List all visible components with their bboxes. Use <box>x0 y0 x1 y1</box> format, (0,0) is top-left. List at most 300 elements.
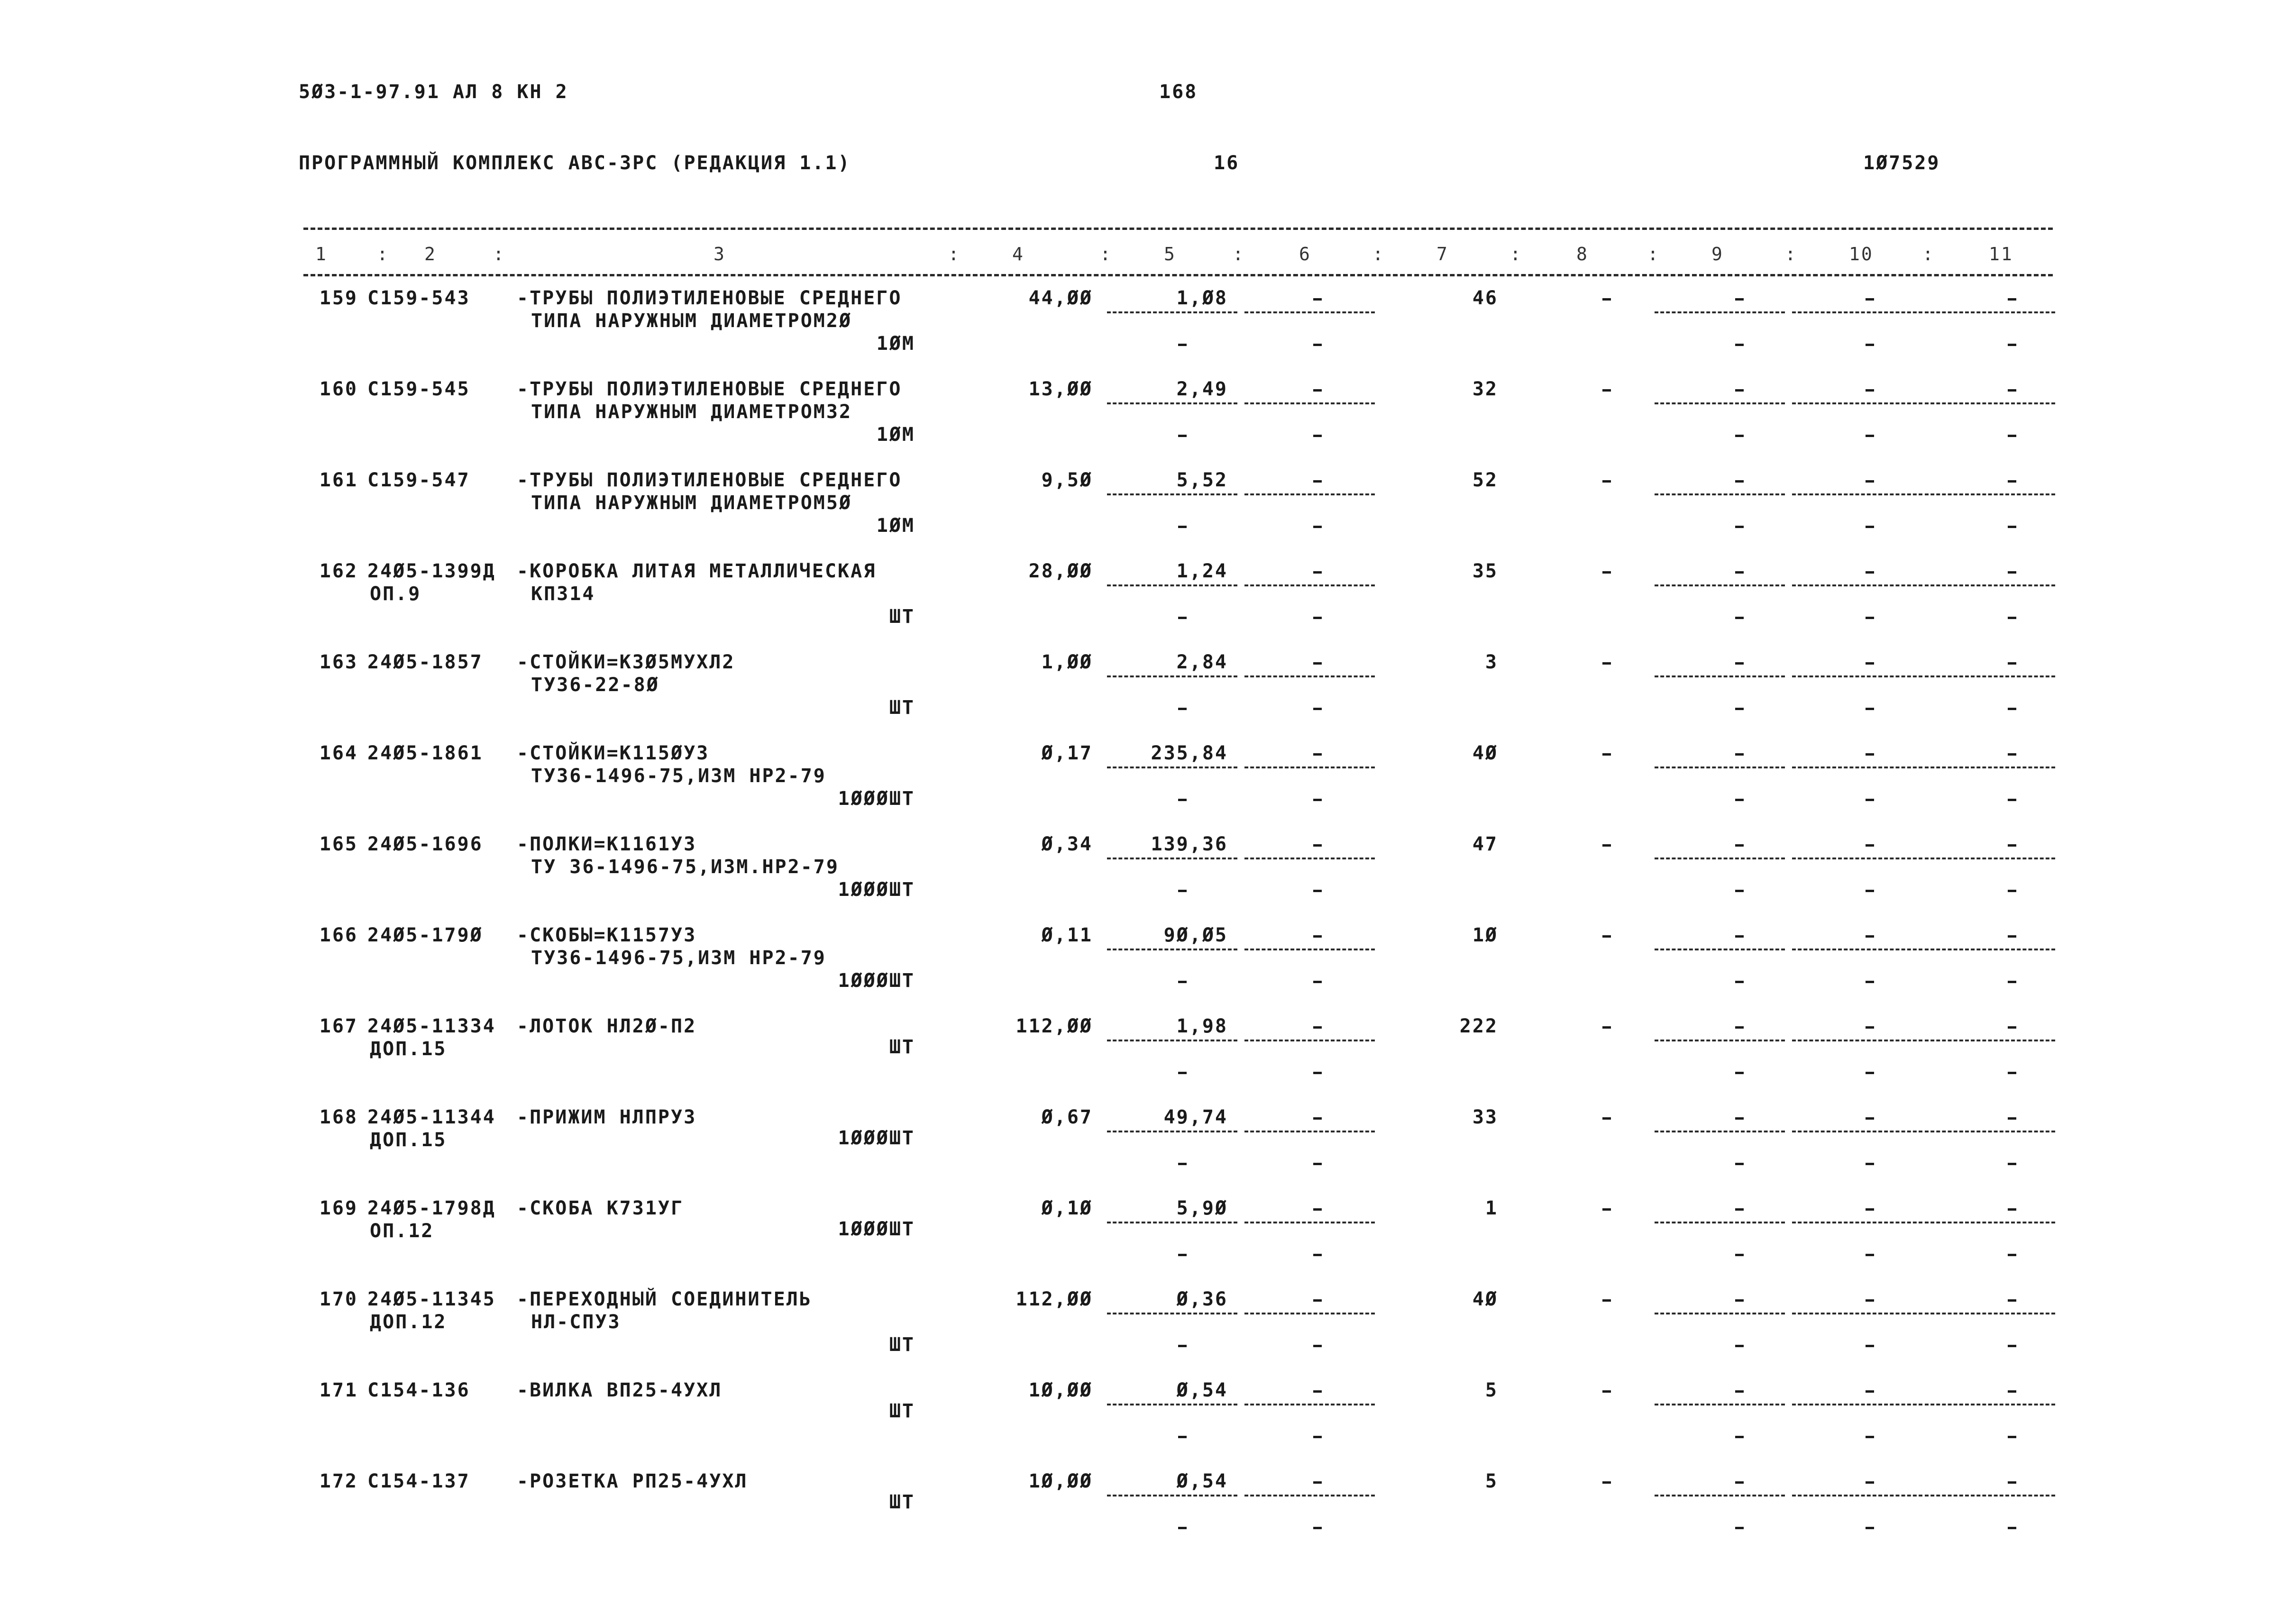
row-code: 24Ø5-1696 <box>367 833 483 855</box>
subtotal-line <box>1655 1495 1785 1496</box>
empty-value-dash <box>2008 1254 2016 1256</box>
row-number: 169 <box>319 1197 358 1219</box>
row-number: 170 <box>319 1288 358 1310</box>
row-unit: ШТ <box>889 1491 915 1513</box>
empty-value-dash <box>1313 1299 1322 1302</box>
subtotal-line <box>1792 311 1922 313</box>
empty-value-dash <box>2008 1345 2016 1347</box>
subtotal-line <box>1655 1404 1785 1405</box>
empty-value-dash <box>1866 526 1874 528</box>
empty-value-dash <box>1735 1299 1744 1302</box>
row-description: -ВИЛКА ВП25-4УХЛ <box>517 1379 723 1401</box>
empty-value-dash <box>1313 1390 1322 1393</box>
row-price: Ø,54 <box>1176 1379 1228 1401</box>
col-separator: : <box>1372 244 1385 265</box>
row-code: С154-136 <box>367 1379 470 1401</box>
subtotal-line <box>1655 1313 1785 1314</box>
empty-value-dash <box>1735 480 1744 483</box>
row-description: -СТОЙКИ=К3Ø5МУХЛ2 <box>517 651 735 673</box>
empty-value-dash <box>2008 1163 2016 1165</box>
empty-value-dash <box>1866 1299 1874 1302</box>
row-code-suffix: ДОП.12 <box>370 1311 447 1333</box>
empty-value-dash <box>1178 617 1187 619</box>
col-separator: : <box>1647 244 1660 265</box>
row-code: 24Ø5-1861 <box>367 742 483 764</box>
row-description: -СКОБА К731УГ <box>517 1197 684 1219</box>
row-quantity: Ø,34 <box>1041 833 1093 855</box>
subtotal-line <box>1655 949 1785 950</box>
subtotal-line <box>1925 858 2055 859</box>
subtotal-line <box>1925 1313 2055 1314</box>
empty-value-dash <box>1178 1072 1187 1074</box>
col-separator: : <box>1510 244 1522 265</box>
empty-value-dash <box>1866 844 1874 847</box>
subtotal-line <box>1655 1222 1785 1223</box>
empty-value-dash <box>1313 935 1322 938</box>
row-price: 139,36 <box>1151 833 1228 855</box>
subtotal-line <box>1655 1131 1785 1132</box>
col-header: 11 <box>1989 244 2013 265</box>
row-price: 2,49 <box>1176 378 1228 400</box>
row-description: ТИПА НАРУЖНЫМ ДИАМЕТРОМ5Ø <box>531 492 852 514</box>
row-unit: ШТ <box>889 697 915 719</box>
empty-value-dash <box>1178 890 1187 892</box>
empty-value-dash <box>1178 435 1187 437</box>
row-number: 167 <box>319 1015 358 1037</box>
row-quantity: 1,ØØ <box>1041 651 1093 673</box>
row-unit: 1ØØØШТ <box>838 788 915 810</box>
empty-value-dash <box>1866 1254 1874 1256</box>
col-header: 8 <box>1576 244 1589 265</box>
row-price: 5,9Ø <box>1176 1197 1228 1219</box>
empty-value-dash <box>1313 1072 1322 1074</box>
row-number: 171 <box>319 1379 358 1401</box>
empty-value-dash <box>2008 571 2016 574</box>
row-code-suffix: ДОП.15 <box>370 1129 447 1151</box>
row-description: ТИПА НАРУЖНЫМ ДИАМЕТРОМ2Ø <box>531 310 852 332</box>
subtotal-line <box>1792 1040 1922 1041</box>
empty-value-dash <box>1313 1254 1322 1256</box>
empty-value-dash <box>1313 1026 1322 1029</box>
empty-value-dash <box>1178 799 1187 801</box>
subtotal-line <box>1244 949 1375 950</box>
empty-value-dash <box>1735 435 1744 437</box>
subtotal-line <box>1792 949 1922 950</box>
empty-value-dash <box>1866 389 1874 392</box>
subtotal-line <box>1244 584 1375 586</box>
empty-value-dash <box>1313 571 1322 574</box>
empty-value-dash <box>2008 935 2016 938</box>
empty-value-dash <box>1735 344 1744 346</box>
row-unit: 1ØМ <box>876 424 915 446</box>
empty-value-dash <box>1735 1390 1744 1393</box>
empty-value-dash <box>1602 753 1611 756</box>
subtotal-line <box>1244 858 1375 859</box>
row-quantity: 1Ø,ØØ <box>1028 1379 1093 1401</box>
subtotal-line <box>1244 1313 1375 1314</box>
row-description: ТУ36-1496-75,ИЗМ НР2-79 <box>531 947 826 969</box>
empty-value-dash <box>1735 298 1744 301</box>
empty-value-dash <box>2008 708 2016 710</box>
row-description: -ПЕРЕХОДНЫЙ СОЕДИНИТЕЛЬ <box>517 1288 812 1310</box>
empty-value-dash <box>1178 344 1187 346</box>
subtotal-line <box>1655 402 1785 404</box>
subtotal-line <box>1655 493 1785 495</box>
subtotal-line <box>1244 402 1375 404</box>
row-code: 24Ø5-1399Д <box>367 560 496 582</box>
col-separator: : <box>948 244 960 265</box>
subtotal-line <box>1925 1040 2055 1041</box>
empty-value-dash <box>1313 435 1322 437</box>
subtotal-line <box>1244 766 1375 768</box>
empty-value-dash <box>2008 617 2016 619</box>
row-col7: 3 <box>1485 651 1498 673</box>
empty-value-dash <box>2008 1481 2016 1484</box>
subtotal-line <box>1244 1404 1375 1405</box>
row-description: -ПРИЖИМ НЛПРУ3 <box>517 1106 697 1128</box>
subtotal-line <box>1107 1495 1237 1496</box>
page-number: 168 <box>1159 81 1198 103</box>
row-col7: 4Ø <box>1472 742 1498 764</box>
table-header-rule <box>303 274 2053 276</box>
empty-value-dash <box>1313 662 1322 665</box>
empty-value-dash <box>2008 480 2016 483</box>
subtotal-line <box>1925 584 2055 586</box>
empty-value-dash <box>1735 1117 1744 1120</box>
row-description: -СТОЙКИ=К115ØУ3 <box>517 742 710 764</box>
empty-value-dash <box>1735 571 1744 574</box>
empty-value-dash <box>1313 480 1322 483</box>
empty-value-dash <box>1866 1072 1874 1074</box>
empty-value-dash <box>2008 1026 2016 1029</box>
empty-value-dash <box>1866 662 1874 665</box>
row-description: ТУ36-22-8Ø <box>531 674 659 696</box>
row-col7: 5 <box>1485 1470 1498 1492</box>
empty-value-dash <box>1313 799 1322 801</box>
row-description: -ПОЛКИ=К1161У3 <box>517 833 697 855</box>
empty-value-dash <box>1602 1390 1611 1393</box>
empty-value-dash <box>1735 1436 1744 1438</box>
row-unit: ШТ <box>889 1036 915 1058</box>
row-quantity: 13,ØØ <box>1028 378 1093 400</box>
empty-value-dash <box>2008 844 2016 847</box>
empty-value-dash <box>1735 753 1744 756</box>
empty-value-dash <box>1735 890 1744 892</box>
subtotal-line <box>1244 493 1375 495</box>
subtotal-line <box>1107 949 1237 950</box>
row-code: С159-543 <box>367 287 470 309</box>
row-col7: 35 <box>1472 560 1498 582</box>
empty-value-dash <box>1602 662 1611 665</box>
empty-value-dash <box>1735 1208 1744 1211</box>
row-col7: 46 <box>1472 287 1498 309</box>
col-header: 5 <box>1164 244 1176 265</box>
subtotal-line <box>1107 311 1237 313</box>
subtotal-line <box>1655 1040 1785 1041</box>
subtotal-line <box>1107 1040 1237 1041</box>
empty-value-dash <box>1735 1026 1744 1029</box>
col-separator: : <box>493 244 505 265</box>
row-quantity: Ø,11 <box>1041 924 1093 946</box>
row-code: 24Ø5-11345 <box>367 1288 496 1310</box>
row-quantity: 44,ØØ <box>1028 287 1093 309</box>
empty-value-dash <box>1735 1345 1744 1347</box>
row-price: Ø,54 <box>1176 1470 1228 1492</box>
row-unit: 1ØМ <box>876 515 915 537</box>
row-col7: 33 <box>1472 1106 1498 1128</box>
empty-value-dash <box>2008 890 2016 892</box>
row-number: 161 <box>319 469 358 491</box>
empty-value-dash <box>1178 1163 1187 1165</box>
program-title: ПРОГРАММНЫЙ КОМПЛЕКС АВС-3РС (РЕДАКЦИЯ 1.1) <box>299 152 851 174</box>
row-code: С159-547 <box>367 469 470 491</box>
row-number: 160 <box>319 378 358 400</box>
col-header: 1 <box>315 244 328 265</box>
empty-value-dash <box>1313 298 1322 301</box>
empty-value-dash <box>1178 1436 1187 1438</box>
empty-value-dash <box>1866 344 1874 346</box>
subtotal-line <box>1655 311 1785 313</box>
empty-value-dash <box>1313 389 1322 392</box>
row-quantity: 28,ØØ <box>1028 560 1093 582</box>
empty-value-dash <box>1602 844 1611 847</box>
row-price: 9Ø,Ø5 <box>1163 924 1228 946</box>
row-description: -ТРУБЫ ПОЛИЭТИЛЕНОВЫЕ СРЕДНЕГО <box>517 287 902 309</box>
doc-id: 1Ø7529 <box>1863 152 1940 174</box>
empty-value-dash <box>2008 1072 2016 1074</box>
subtotal-line <box>1107 1313 1237 1314</box>
empty-value-dash <box>1866 480 1874 483</box>
subtotal-line <box>1792 1404 1922 1405</box>
col-separator: : <box>1785 244 1797 265</box>
empty-value-dash <box>2008 298 2016 301</box>
subtotal-line <box>1792 493 1922 495</box>
subtotal-line <box>1925 1404 2055 1405</box>
empty-value-dash <box>1735 662 1744 665</box>
empty-value-dash <box>1866 1117 1874 1120</box>
row-number: 164 <box>319 742 358 764</box>
row-quantity: 1Ø,ØØ <box>1028 1470 1093 1492</box>
empty-value-dash <box>1313 526 1322 528</box>
empty-value-dash <box>1602 1208 1611 1211</box>
empty-value-dash <box>1866 1481 1874 1484</box>
row-number: 165 <box>319 833 358 855</box>
row-price: 49,74 <box>1163 1106 1228 1128</box>
row-unit: ШТ <box>889 1334 915 1356</box>
empty-value-dash <box>1313 890 1322 892</box>
row-code: 24Ø5-179Ø <box>367 924 483 946</box>
empty-value-dash <box>1313 344 1322 346</box>
empty-value-dash <box>1313 617 1322 619</box>
empty-value-dash <box>1313 753 1322 756</box>
row-number: 168 <box>319 1106 358 1128</box>
empty-value-dash <box>1866 935 1874 938</box>
empty-value-dash <box>2008 1390 2016 1393</box>
row-unit: 1ØØØШТ <box>838 1127 915 1149</box>
row-unit: 1ØМ <box>876 333 915 355</box>
row-description: КП314 <box>531 583 595 605</box>
empty-value-dash <box>1735 389 1744 392</box>
empty-value-dash <box>1178 708 1187 710</box>
empty-value-dash <box>2008 1117 2016 1120</box>
subtotal-line <box>1792 858 1922 859</box>
row-col7: 52 <box>1472 469 1498 491</box>
row-number: 162 <box>319 560 358 582</box>
subtotal-line <box>1655 766 1785 768</box>
empty-value-dash <box>1313 1345 1322 1347</box>
subtotal-line <box>1792 1495 1922 1496</box>
row-description: ТУ 36-1496-75,ИЗМ.НР2-79 <box>531 856 839 878</box>
row-col7: 222 <box>1459 1015 1498 1037</box>
empty-value-dash <box>2008 1436 2016 1438</box>
row-price: 235,84 <box>1151 742 1228 764</box>
empty-value-dash <box>1866 1436 1874 1438</box>
subtotal-line <box>1655 675 1785 677</box>
row-code-suffix: ДОП.15 <box>370 1038 447 1060</box>
col-header: 2 <box>424 244 437 265</box>
row-quantity: 112,ØØ <box>1015 1015 1093 1037</box>
empty-value-dash <box>1313 708 1322 710</box>
empty-value-dash <box>1735 1163 1744 1165</box>
empty-value-dash <box>1178 1254 1187 1256</box>
subtotal-line <box>1655 858 1785 859</box>
col-header: 6 <box>1299 244 1311 265</box>
empty-value-dash <box>1602 571 1611 574</box>
subtotal-line <box>1792 766 1922 768</box>
row-quantity: Ø,67 <box>1041 1106 1093 1128</box>
empty-value-dash <box>2008 1299 2016 1302</box>
empty-value-dash <box>2008 344 2016 346</box>
row-col7: 32 <box>1472 378 1498 400</box>
empty-value-dash <box>2008 1527 2016 1529</box>
empty-value-dash <box>1866 1163 1874 1165</box>
row-unit: 1ØØØШТ <box>838 879 915 901</box>
subtotal-line <box>1925 493 2055 495</box>
empty-value-dash <box>1735 1527 1744 1529</box>
empty-value-dash <box>1866 1208 1874 1211</box>
empty-value-dash <box>2008 981 2016 983</box>
row-quantity: 112,ØØ <box>1015 1288 1093 1310</box>
empty-value-dash <box>2008 753 2016 756</box>
subtotal-line <box>1792 402 1922 404</box>
subtotal-line <box>1792 675 1922 677</box>
row-description: -ЛОТОК НЛ2Ø-П2 <box>517 1015 697 1037</box>
row-code: 24Ø5-1798Д <box>367 1197 496 1219</box>
empty-value-dash <box>2008 1208 2016 1211</box>
row-price: 1,98 <box>1176 1015 1228 1037</box>
row-number: 159 <box>319 287 358 309</box>
row-price: 5,52 <box>1176 469 1228 491</box>
subtotal-line <box>1244 1495 1375 1496</box>
empty-value-dash <box>1313 1208 1322 1211</box>
row-description: -ТРУБЫ ПОЛИЭТИЛЕНОВЫЕ СРЕДНЕГО <box>517 469 902 491</box>
empty-value-dash <box>1735 708 1744 710</box>
subtotal-line <box>1107 493 1237 495</box>
col-header: 7 <box>1436 244 1449 265</box>
row-code-suffix: ОП.12 <box>370 1220 434 1242</box>
empty-value-dash <box>1602 935 1611 938</box>
subtotal-line <box>1925 402 2055 404</box>
row-description: -ТРУБЫ ПОЛИЭТИЛЕНОВЫЕ СРЕДНЕГО <box>517 378 902 400</box>
subtotal-line <box>1107 766 1237 768</box>
empty-value-dash <box>1866 1026 1874 1029</box>
subtotal-line <box>1107 402 1237 404</box>
empty-value-dash <box>1866 890 1874 892</box>
empty-value-dash <box>1313 844 1322 847</box>
empty-value-dash <box>1178 1345 1187 1347</box>
row-code: 24Ø5-11344 <box>367 1106 496 1128</box>
empty-value-dash <box>1313 1436 1322 1438</box>
subtotal-line <box>1655 584 1785 586</box>
empty-value-dash <box>1866 753 1874 756</box>
row-description: -РОЗЕТКА РП25-4УХЛ <box>517 1470 748 1492</box>
table-top-rule <box>303 228 2053 230</box>
subtotal-line <box>1925 311 2055 313</box>
empty-value-dash <box>1602 480 1611 483</box>
subtotal-line <box>1925 949 2055 950</box>
row-description: ТУ36-1496-75,ИЗМ НР2-79 <box>531 765 826 787</box>
col-separator: : <box>1922 244 1935 265</box>
subtotal-line <box>1792 1313 1922 1314</box>
row-unit: ШТ <box>889 606 915 628</box>
row-description: НЛ-СПУ3 <box>531 1311 621 1333</box>
col-header: 4 <box>1012 244 1025 265</box>
subtotal-line <box>1107 584 1237 586</box>
row-quantity: 9,5Ø <box>1041 469 1093 491</box>
empty-value-dash <box>2008 662 2016 665</box>
subtotal-line <box>1107 1131 1237 1132</box>
col-header: 10 <box>1849 244 1874 265</box>
subtotal-line <box>1792 584 1922 586</box>
row-col7: 1 <box>1485 1197 1498 1219</box>
empty-value-dash <box>1313 981 1322 983</box>
row-number: 172 <box>319 1470 358 1492</box>
empty-value-dash <box>1735 1072 1744 1074</box>
subtotal-line <box>1244 1222 1375 1223</box>
subtotal-line <box>1792 1131 1922 1132</box>
empty-value-dash <box>1866 1345 1874 1347</box>
row-unit: ШТ <box>889 1400 915 1422</box>
empty-value-dash <box>2008 526 2016 528</box>
row-code-suffix: ОП.9 <box>370 583 421 605</box>
subtotal-line <box>1107 1404 1237 1405</box>
empty-value-dash <box>1735 935 1744 938</box>
row-price: Ø,36 <box>1176 1288 1228 1310</box>
empty-value-dash <box>1178 1527 1187 1529</box>
row-code: 24Ø5-1857 <box>367 651 483 673</box>
empty-value-dash <box>1866 708 1874 710</box>
empty-value-dash <box>1178 981 1187 983</box>
subtotal-line <box>1925 1131 2055 1132</box>
row-description: -КОРОБКА ЛИТАЯ МЕТАЛЛИЧЕСКАЯ <box>517 560 877 582</box>
row-col7: 1Ø <box>1472 924 1498 946</box>
row-description: ТИПА НАРУЖНЫМ ДИАМЕТРОМ32 <box>531 401 852 423</box>
empty-value-dash <box>1866 617 1874 619</box>
empty-value-dash <box>2008 435 2016 437</box>
subtotal-line <box>1107 858 1237 859</box>
row-col7: 5 <box>1485 1379 1498 1401</box>
subtotal-line <box>1107 675 1237 677</box>
empty-value-dash <box>1602 1299 1611 1302</box>
empty-value-dash <box>1178 526 1187 528</box>
row-description: -СКОБЫ=К1157У3 <box>517 924 697 946</box>
empty-value-dash <box>1602 389 1611 392</box>
sheet-number: 16 <box>1214 152 1240 174</box>
empty-value-dash <box>1866 435 1874 437</box>
subtotal-line <box>1244 1131 1375 1132</box>
row-col7: 47 <box>1472 833 1498 855</box>
row-price: 1,Ø8 <box>1176 287 1228 309</box>
